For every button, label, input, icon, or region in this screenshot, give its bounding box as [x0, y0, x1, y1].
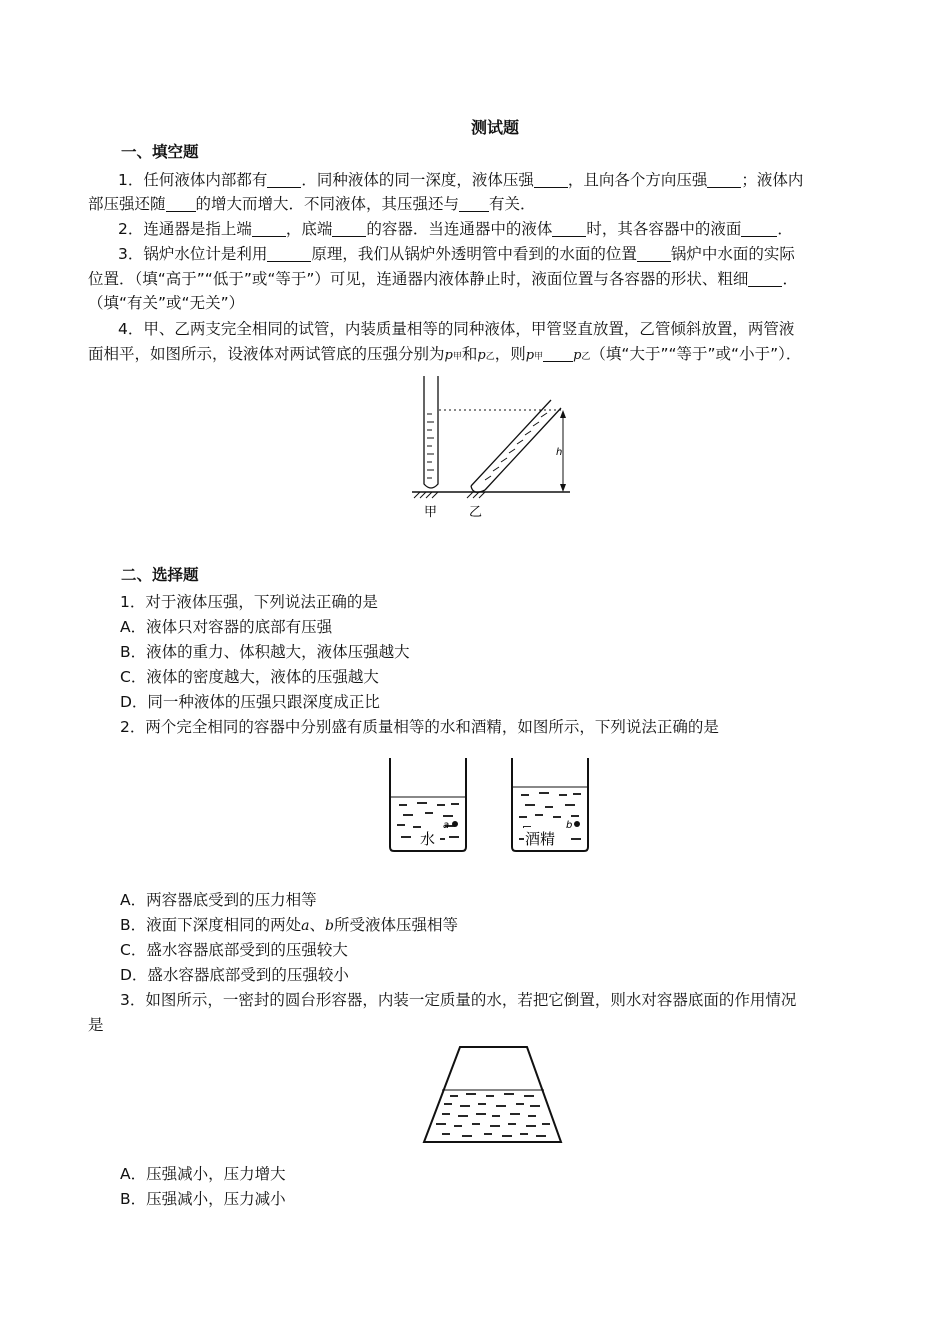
answer-blank[interactable]	[252, 218, 286, 237]
q4-text-b: 面相平，如图所示，设液体对两试管底的压强分别为	[88, 345, 445, 363]
answer-blank[interactable]	[332, 218, 366, 237]
choice-option[interactable]: A．压强减小，压力增大	[120, 1165, 286, 1183]
q3-text-e: ．	[782, 270, 798, 288]
label-jia: 甲	[424, 505, 438, 520]
q1-text-e: 部压强还随	[88, 195, 166, 213]
q3-text-c: 锅炉中水面的实际	[670, 245, 795, 263]
q4-text-d: （填“大于”“等于”或“小于”）．	[590, 345, 802, 363]
tube-yi	[471, 400, 561, 490]
fill-question-2	[118, 218, 793, 240]
answer-blank[interactable]	[552, 218, 586, 237]
p-yi-symbol: p乙	[573, 348, 591, 363]
choice-option[interactable]: B．液体的重力、体积越大，液体压强越大	[120, 643, 410, 661]
label-yi: 乙	[469, 505, 483, 520]
figure-frustum-container	[420, 1044, 565, 1146]
point-b	[574, 821, 580, 827]
q2-text-a: 2．连通器是指上端	[118, 220, 252, 238]
choice-option[interactable]: D．同一种液体的压强只跟深度成正比	[120, 693, 380, 711]
choice-question-1: 1．对于液体压强，下列说法正确的是	[120, 593, 378, 611]
choice-option[interactable]: A．两容器底受到的压力相等	[120, 891, 317, 909]
label-water: 水	[420, 830, 436, 848]
q2-text-d: 时，其各容器中的液面	[586, 220, 742, 238]
fill-question-1-cont	[88, 193, 536, 215]
answer-blank[interactable]	[267, 243, 311, 262]
q3-text-b: 原理，我们从锅炉外透明管中看到的水面的位置	[311, 245, 637, 263]
choice-option[interactable]: B．压强减小，压力减小	[120, 1190, 286, 1208]
choice-question-3-cont: 是	[88, 1016, 104, 1034]
label-a: a	[443, 820, 450, 831]
q1-text-d: ；液体内	[741, 171, 804, 189]
q4-text-c: ，则	[494, 345, 526, 363]
label-h: h	[556, 447, 563, 458]
choice-option[interactable]	[120, 914, 458, 937]
fill-question-4-cont	[88, 343, 801, 368]
answer-blank[interactable]	[267, 169, 301, 188]
q2-text-e: ．	[777, 220, 793, 238]
fill-question-3-hint: （填“有关”或“无关”）	[88, 294, 245, 312]
page-title: 测试题	[470, 118, 519, 137]
answer-blank[interactable]	[748, 268, 782, 287]
option-b-text: B．液面下深度相同的两处	[120, 916, 302, 934]
p-jia-symbol: p甲	[525, 348, 544, 363]
p-jia-symbol: p甲	[444, 348, 462, 363]
q2-text-c: 的容器．当连通器中的液体	[366, 220, 553, 238]
choice-option[interactable]: D．盛水容器底部受到的压强较小	[120, 966, 349, 984]
figure-beakers	[385, 755, 595, 855]
choice-question-2: 2．两个完全相同的容器中分别盛有质量相等的水和酒精，如图所示，下列说法正确的是	[120, 718, 719, 736]
section-heading-choice: 二、选择题	[121, 566, 199, 584]
answer-blank[interactable]	[741, 218, 777, 237]
choice-option[interactable]: C．液体的密度越大，液体的压强越大	[120, 668, 379, 686]
answer-blank[interactable]	[637, 243, 671, 262]
q3-text-d: 位置．（填“高于”“低于”或“等于”）可见，连通器内液体静止时，液面位置与各容器的形状、粗细	[88, 270, 749, 288]
fill-question-3-cont	[88, 268, 798, 290]
q1-text-a: 1．任何液体内部都有	[118, 171, 268, 189]
figure-test-tubes	[405, 372, 585, 522]
q2-text-b: ，底端	[285, 220, 333, 238]
separator: 、	[309, 916, 326, 934]
answer-blank[interactable]	[166, 193, 196, 212]
label-alcohol: 酒精	[525, 830, 556, 848]
q3-text-a: 3．锅炉水位计是利用	[118, 245, 268, 263]
symbol-a: a	[301, 918, 310, 934]
symbol-b: b	[325, 918, 334, 934]
q4-and: 和	[461, 345, 478, 363]
tube-jia	[424, 376, 438, 488]
p-yi-symbol: p乙	[477, 348, 495, 363]
q1-text-c: ，且向各个方向压强	[567, 171, 708, 189]
section-heading-fill-in: 一、填空题	[121, 143, 199, 161]
choice-option[interactable]: C．盛水容器底部受到的压强较大	[120, 941, 348, 959]
q1-text-g: 有关．	[489, 195, 536, 213]
frustum-outline	[424, 1047, 561, 1142]
point-a	[452, 821, 458, 827]
choice-question-3: 3．如图所示，一密封的圆台形容器，内装一定质量的水，若把它倒置，则水对容器底面的作用情况	[120, 991, 797, 1009]
answer-blank[interactable]	[459, 193, 489, 212]
answer-blank[interactable]	[534, 169, 568, 188]
choice-option[interactable]: A．液体只对容器的底部有压强	[120, 618, 333, 636]
fill-question-4: 4．甲、乙两支完全相同的试管，内装质量相等的同种液体，甲管竖直放置，乙管倾斜放置，两管液	[118, 320, 795, 338]
q1-text-f: 的增大而增大．不同液体，其压强还与	[195, 195, 460, 213]
answer-blank[interactable]	[543, 343, 573, 362]
fill-question-1	[88, 168, 878, 193]
label-b: b	[566, 820, 573, 831]
fill-question-3	[118, 243, 795, 265]
option-b-text-2: 所受液体压强相等	[333, 916, 458, 934]
answer-blank[interactable]	[707, 169, 741, 188]
q1-text-b: ．同种液体的同一深度，液体压强	[301, 171, 534, 189]
